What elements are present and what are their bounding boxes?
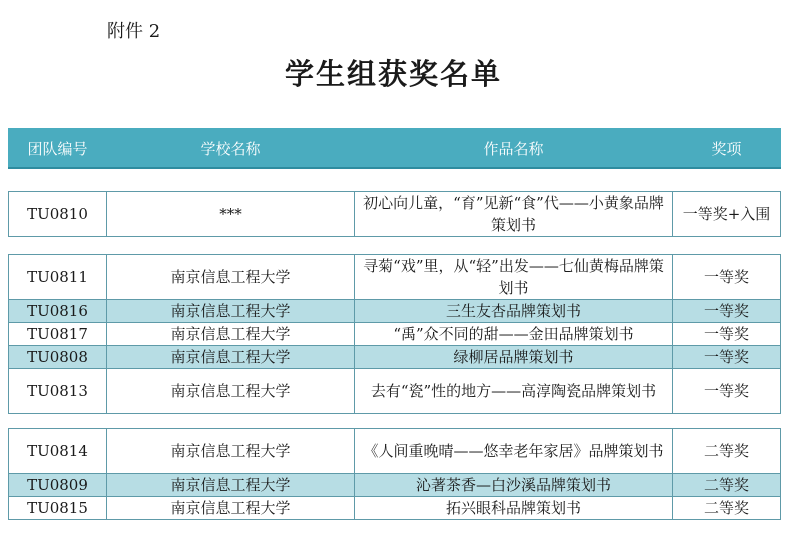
cell-work: 拓兴眼科品牌策划书: [355, 497, 673, 520]
table-row: [9, 497, 781, 520]
table-row: [9, 474, 781, 497]
group-spacer-cell: [9, 414, 781, 429]
cell-award: 一等奖: [673, 255, 781, 300]
group-spacer-cell: [9, 168, 781, 192]
cell-team-id: TU0814: [9, 429, 107, 474]
cell-school: 南京信息工程大学: [107, 346, 355, 369]
cell-work: 初心向儿童，“育”见新“食”代——小黄象品牌策划书: [355, 192, 673, 237]
cell-school: 南京信息工程大学: [107, 300, 355, 323]
cell-award: 一等奖: [673, 346, 781, 369]
cell-school: 南京信息工程大学: [107, 323, 355, 346]
cell-award: 一等奖: [673, 300, 781, 323]
cell-award: 二等奖: [673, 474, 781, 497]
group-spacer-cell: [9, 237, 781, 255]
cell-team-id: TU0813: [9, 369, 107, 414]
table-row: [9, 192, 781, 237]
cell-team-id: TU0817: [9, 323, 107, 346]
cell-award: 二等奖: [673, 497, 781, 520]
table-row: [9, 255, 781, 300]
cell-work: 三生友杏品牌策划书: [355, 300, 673, 323]
cell-work: 寻菊“戏”里，从“轻”出发——七仙黄梅品牌策划书: [355, 255, 673, 300]
awards-table: [8, 128, 781, 520]
table-header: [9, 129, 781, 169]
table-row: [9, 429, 781, 474]
cell-school: 南京信息工程大学: [107, 497, 355, 520]
table-body: [9, 168, 781, 520]
cell-team-id: TU0808: [9, 346, 107, 369]
cell-school: 南京信息工程大学: [107, 369, 355, 414]
group-spacer: [9, 237, 781, 255]
cell-team-id: TU0811: [9, 255, 107, 300]
group-spacer: [9, 168, 781, 192]
group-spacer: [9, 414, 781, 429]
cell-award: 一等奖: [673, 323, 781, 346]
cell-school: 南京信息工程大学: [107, 474, 355, 497]
header-school: 学校名称: [107, 129, 355, 169]
cell-award: 一等奖+入围: [673, 192, 781, 237]
cell-team-id: TU0816: [9, 300, 107, 323]
cell-school: 南京信息工程大学: [107, 429, 355, 474]
cell-school: ***: [107, 192, 355, 237]
table-row: [9, 346, 781, 369]
cell-team-id: TU0815: [9, 497, 107, 520]
cell-work: 沁著茶香—白沙溪品牌策划书: [355, 474, 673, 497]
cell-work: 《人间重晚晴——悠幸老年家居》品牌策划书: [355, 429, 673, 474]
cell-work: 绿柳居品牌策划书: [355, 346, 673, 369]
page-title: 学生组获奖名单: [284, 57, 502, 91]
attachment-label: 附件 2: [107, 21, 161, 42]
table-row: [9, 300, 781, 323]
cell-school: 南京信息工程大学: [107, 255, 355, 300]
header-work: 作品名称: [355, 129, 673, 169]
table-row: [9, 369, 781, 414]
cell-team-id: TU0810: [9, 192, 107, 237]
cell-work: 去有“瓷”性的地方——高淳陶瓷品牌策划书: [355, 369, 673, 414]
header-award: 奖项: [673, 129, 781, 169]
cell-work: “禹”众不同的甜——金田品牌策划书: [355, 323, 673, 346]
cell-award: 二等奖: [673, 429, 781, 474]
table-row: [9, 323, 781, 346]
cell-team-id: TU0809: [9, 474, 107, 497]
cell-award: 一等奖: [673, 369, 781, 414]
header-team-id: 团队编号: [9, 129, 107, 169]
